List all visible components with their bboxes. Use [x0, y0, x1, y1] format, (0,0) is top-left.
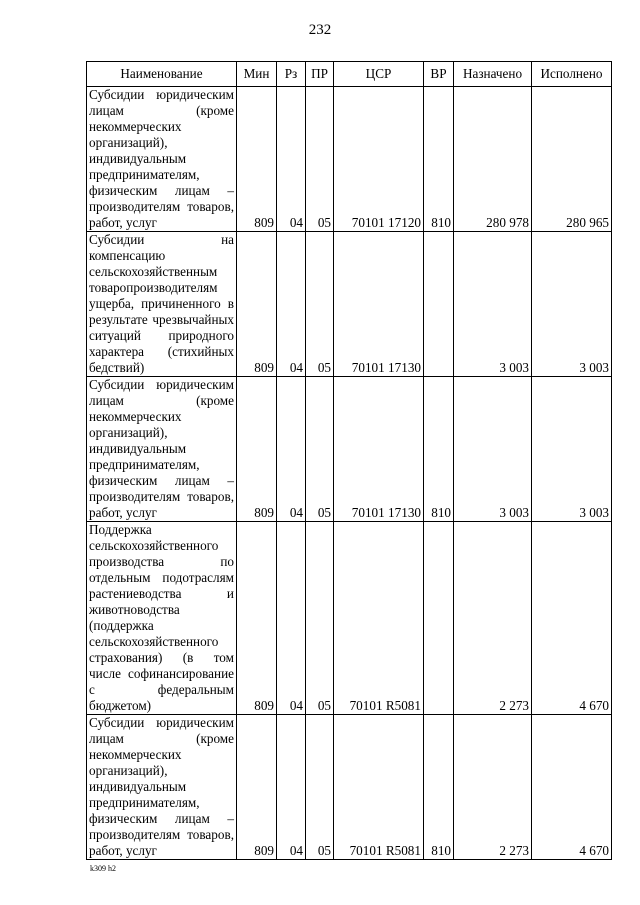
row-min: 809	[237, 87, 277, 232]
row-assigned: 3 003	[454, 232, 532, 377]
row-csr: 70101 R5081	[334, 522, 424, 715]
row-rz: 04	[277, 522, 306, 715]
header-rz: Рз	[277, 62, 306, 87]
row-min: 809	[237, 522, 277, 715]
row-name: Субсидии на компенсацию сельскохозяйственным товаропроизводителям ущерба, причиненного в результате чрезвычайных ситуаций природного характера (стихийных бедствий)	[87, 232, 237, 377]
header-vr: ВР	[424, 62, 454, 87]
header-csr: ЦСР	[334, 62, 424, 87]
table-row	[87, 715, 612, 860]
header-assigned: Назначено	[454, 62, 532, 87]
table-row	[87, 232, 612, 377]
row-rz: 04	[277, 87, 306, 232]
budget-table	[86, 61, 612, 860]
row-name: Субсидии юридическим лицам (кроме некоммерческих организаций), индивидуальным предпринимателям, физическим лицам – производителям товаров, работ, услуг	[87, 715, 237, 860]
page-number: 232	[308, 22, 332, 38]
row-vr	[424, 522, 454, 715]
table-row	[87, 377, 612, 522]
header-executed: Исполнено	[532, 62, 612, 87]
row-csr: 70101 17130	[334, 232, 424, 377]
row-min: 809	[237, 232, 277, 377]
row-name: Субсидии юридическим лицам (кроме некоммерческих организаций), индивидуальным предпринимателям, физическим лицам – производителям товаров, работ, услуг	[87, 377, 237, 522]
row-pr: 05	[306, 87, 334, 232]
row-rz: 04	[277, 232, 306, 377]
header-name: Наименование	[87, 62, 237, 87]
row-pr: 05	[306, 377, 334, 522]
row-pr: 05	[306, 232, 334, 377]
row-rz: 04	[277, 715, 306, 860]
row-executed: 4 670	[532, 715, 612, 860]
footer-code: k309 h2	[90, 864, 116, 873]
header-pr: ПР	[306, 62, 334, 87]
row-csr: 70101 17120	[334, 87, 424, 232]
row-rz: 04	[277, 377, 306, 522]
table-row	[87, 522, 612, 715]
table-header-row	[87, 62, 612, 87]
row-csr: 70101 R5081	[334, 715, 424, 860]
row-executed: 3 003	[532, 377, 612, 522]
row-executed: 280 965	[532, 87, 612, 232]
row-vr: 810	[424, 715, 454, 860]
row-pr: 05	[306, 522, 334, 715]
row-executed: 3 003	[532, 232, 612, 377]
row-name: Поддержка сельскохозяйственного производства по отдельным подотраслям растениеводства и животноводства (поддержка сельскохозяйственного страхования) (в том числе софинансирование с федеральным бюджетом)	[87, 522, 237, 715]
row-assigned: 280 978	[454, 87, 532, 232]
row-executed: 4 670	[532, 522, 612, 715]
row-min: 809	[237, 377, 277, 522]
row-assigned: 2 273	[454, 715, 532, 860]
row-csr: 70101 17130	[334, 377, 424, 522]
row-vr	[424, 232, 454, 377]
row-assigned: 2 273	[454, 522, 532, 715]
row-pr: 05	[306, 715, 334, 860]
row-vr: 810	[424, 87, 454, 232]
header-min: Мин	[237, 62, 277, 87]
row-name: Субсидии юридическим лицам (кроме некоммерческих организаций), индивидуальным предпринимателям, физическим лицам – производителям товаров, работ, услуг	[87, 87, 237, 232]
row-assigned: 3 003	[454, 377, 532, 522]
row-min: 809	[237, 715, 277, 860]
table-row	[87, 87, 612, 232]
row-vr: 810	[424, 377, 454, 522]
